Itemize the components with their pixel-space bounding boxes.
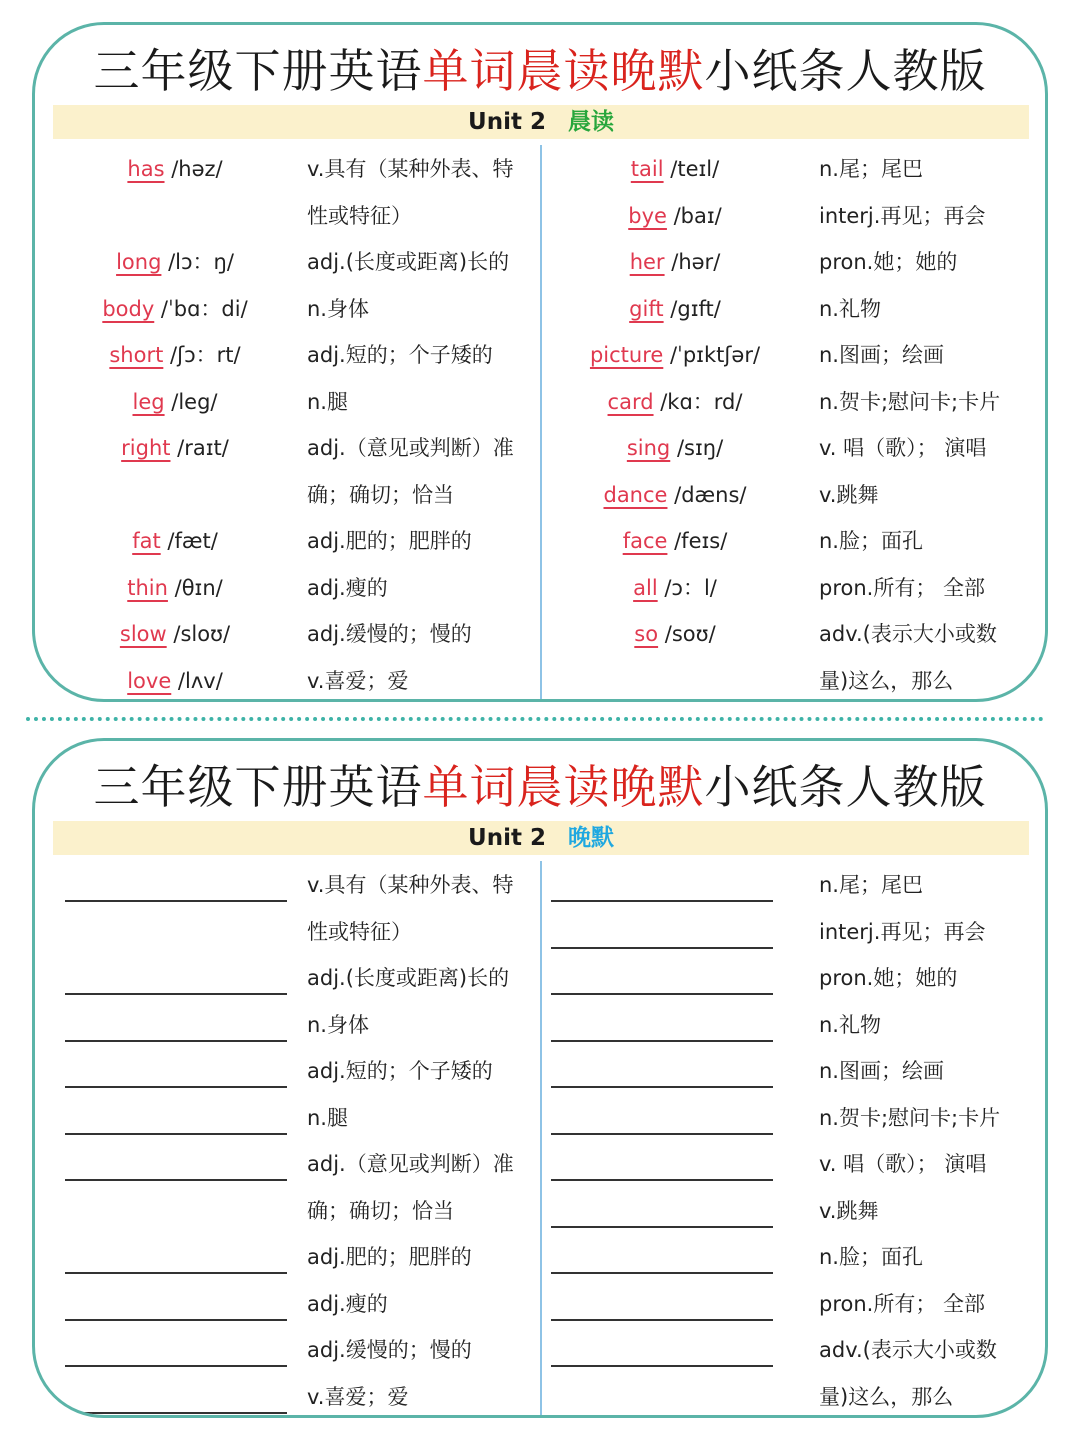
answer-blank[interactable] <box>65 993 287 995</box>
word-entry <box>475 286 875 333</box>
english-word: picture <box>589 343 664 367</box>
chinese-meaning: n.贺卡;慰问卡;卡片 <box>819 389 1001 414</box>
answer-blank[interactable] <box>551 1365 773 1367</box>
english-word: body <box>102 296 155 321</box>
phonetic: /sloʊ/ <box>166 622 231 646</box>
english-word: sing <box>626 436 671 460</box>
chinese-meaning: v. 唱（歌）； 演唱 <box>819 1152 987 1176</box>
page-title <box>35 41 1045 101</box>
phonetic: /soʊ/ <box>658 622 716 646</box>
unit-header <box>53 821 1029 855</box>
phonetic: /baɪ/ <box>666 203 722 228</box>
phonetic: /lʌv/ <box>171 668 223 693</box>
chinese-meaning: adj.(长度或距离)长的 <box>307 966 510 990</box>
chinese-meaning: n.图画；绘画 <box>819 1059 944 1083</box>
phonetic: /θɪn/ <box>167 575 223 600</box>
phonetic: /hər/ <box>664 250 721 274</box>
phonetic: /dæns/ <box>667 482 747 507</box>
chinese-meaning: n.图画；绘画 <box>819 343 944 367</box>
chinese-meaning: v.喜爱；爱 <box>307 1384 409 1409</box>
word-entry <box>475 425 875 472</box>
chinese-meaning: n.尾；尾巴 <box>819 873 923 897</box>
column-divider <box>540 861 542 1416</box>
chinese-meaning: n.尾；尾巴 <box>819 157 923 181</box>
answer-blank[interactable] <box>65 1365 287 1367</box>
answer-blank[interactable] <box>65 900 287 902</box>
chinese-meaning: adj.缓慢的；慢的 <box>307 1338 472 1362</box>
title-part1: 三年级下册英语 <box>93 44 423 98</box>
answer-blank[interactable] <box>551 900 773 902</box>
page-title <box>35 757 1045 817</box>
unit-label: Unit 2 <box>468 825 546 851</box>
answer-blank[interactable] <box>65 1040 287 1042</box>
evening-tag: 晚默 <box>567 825 614 851</box>
phonetic: /lɔ：ŋ/ <box>161 250 234 274</box>
english-word: leg <box>132 389 165 414</box>
word-entry <box>475 193 875 240</box>
english-word: all <box>633 575 658 600</box>
answer-blank[interactable] <box>551 1133 773 1135</box>
word-entry <box>475 146 875 193</box>
title-part3: 小纸条人教版 <box>704 44 987 98</box>
answer-blank[interactable] <box>551 1319 773 1321</box>
answer-blank[interactable] <box>551 1086 773 1088</box>
english-word: face <box>622 529 668 553</box>
phonetic: /fæt/ <box>160 529 218 553</box>
evening-dictation-card <box>32 738 1048 1418</box>
answer-blank[interactable] <box>551 1179 773 1181</box>
phonetic: /feɪs/ <box>667 529 728 553</box>
morning-reading-card <box>32 22 1048 702</box>
english-word: bye <box>628 203 667 228</box>
chinese-meaning: 性或特征） <box>307 919 412 944</box>
chinese-meaning: 量)这么，那么 <box>819 1384 954 1409</box>
word-entry <box>475 472 875 519</box>
english-word: short <box>109 343 164 367</box>
chinese-meaning: v.具有（某种外表、特 <box>307 157 514 181</box>
answer-blank[interactable] <box>65 1086 287 1088</box>
chinese-meaning: adj.(长度或距离)长的 <box>307 250 510 274</box>
chinese-meaning: adj.短的；个子矮的 <box>307 343 493 367</box>
chinese-meaning: v.喜爱；爱 <box>307 668 409 693</box>
chinese-meaning: n.身体 <box>307 296 369 321</box>
chinese-meaning: adj.肥的；肥胖的 <box>307 529 472 553</box>
chinese-meaning: adj.短的；个子矮的 <box>307 1059 493 1083</box>
chinese-meaning: 量)这么，那么 <box>819 668 954 693</box>
unit-header <box>53 105 1029 139</box>
answer-blank[interactable] <box>65 1412 287 1414</box>
chinese-meaning: v.具有（某种外表、特 <box>307 873 514 897</box>
phonetic: /ˈpɪktʃər/ <box>663 343 761 367</box>
word-entry <box>475 332 875 379</box>
unit-label: Unit 2 <box>468 109 546 135</box>
chinese-meaning: n.脸；面孔 <box>819 529 923 553</box>
chinese-meaning: pron.她；她的 <box>819 966 958 990</box>
answer-blank[interactable] <box>65 1133 287 1135</box>
word-entry <box>475 611 875 658</box>
english-word: her <box>629 250 665 274</box>
chinese-meaning: adj.（意见或判断）准 <box>307 436 514 460</box>
chinese-meaning: adj.肥的；肥胖的 <box>307 1245 472 1269</box>
chinese-meaning: interj.再见；再会 <box>819 919 986 944</box>
chinese-meaning: 性或特征） <box>307 203 412 228</box>
chinese-meaning: adj.缓慢的；慢的 <box>307 622 472 646</box>
chinese-meaning: 确；确切；恰当 <box>307 1198 454 1223</box>
answer-blank[interactable] <box>65 1272 287 1274</box>
word-entry <box>475 239 875 286</box>
english-word: right <box>121 436 171 460</box>
chinese-meaning: n.脸；面孔 <box>819 1245 923 1269</box>
title-part3: 小纸条人教版 <box>704 760 987 814</box>
phonetic: /kɑ：rd/ <box>653 389 743 414</box>
english-word: slow <box>119 622 167 646</box>
english-word: love <box>127 668 172 693</box>
phonetic: /sɪŋ/ <box>670 436 724 460</box>
chinese-meaning: n.腿 <box>307 1105 348 1130</box>
answer-blank[interactable] <box>65 1179 287 1181</box>
english-word: long <box>116 250 162 274</box>
word-entry <box>475 565 875 612</box>
answer-blank[interactable] <box>551 993 773 995</box>
english-word: so <box>634 622 659 646</box>
phonetic: /leg/ <box>164 389 218 414</box>
chinese-meaning: n.礼物 <box>819 296 881 321</box>
chinese-meaning: adj.瘦的 <box>307 575 388 600</box>
title-part2: 单词晨读晚默 <box>422 760 705 814</box>
answer-blank[interactable] <box>551 1040 773 1042</box>
english-word: card <box>607 389 654 414</box>
chinese-meaning: v. 唱（歌）； 演唱 <box>819 436 987 460</box>
chinese-meaning: adv.(表示大小或数 <box>819 1338 997 1362</box>
cut-line <box>26 717 1044 721</box>
chinese-meaning: adv.(表示大小或数 <box>819 622 997 646</box>
phonetic: /gɪft/ <box>663 296 721 321</box>
chinese-meaning: adj.（意见或判断）准 <box>307 1152 514 1176</box>
english-word: fat <box>132 529 161 553</box>
english-word: gift <box>629 296 664 321</box>
word-entry <box>475 518 875 565</box>
english-word: has <box>127 157 165 181</box>
title-part2: 单词晨读晚默 <box>422 44 705 98</box>
answer-blank[interactable] <box>551 1226 773 1228</box>
chinese-meaning: 确；确切；恰当 <box>307 482 454 507</box>
chinese-meaning: v.跳舞 <box>819 1198 879 1223</box>
chinese-meaning: n.贺卡;慰问卡;卡片 <box>819 1105 1001 1130</box>
chinese-meaning: pron.她；她的 <box>819 250 958 274</box>
word-entry <box>475 379 875 426</box>
title-part1: 三年级下册英语 <box>93 760 423 814</box>
chinese-meaning: adj.瘦的 <box>307 1291 388 1316</box>
morning-tag: 晨读 <box>567 109 614 135</box>
english-word: tail <box>630 157 664 181</box>
chinese-meaning: pron.所有； 全部 <box>819 1291 986 1316</box>
phonetic: /ʃɔ：rt/ <box>163 343 241 367</box>
phonetic: /həz/ <box>164 157 223 181</box>
chinese-meaning: n.礼物 <box>819 1012 881 1037</box>
answer-blank[interactable] <box>65 1319 287 1321</box>
chinese-meaning: v.跳舞 <box>819 482 879 507</box>
answer-blank[interactable] <box>551 947 773 949</box>
english-word: thin <box>127 575 168 600</box>
english-word: dance <box>603 482 668 507</box>
phonetic: /ˈbɑ：di/ <box>154 296 248 321</box>
chinese-meaning: n.身体 <box>307 1012 369 1037</box>
chinese-meaning: n.腿 <box>307 389 348 414</box>
phonetic: /raɪt/ <box>170 436 229 460</box>
chinese-meaning: interj.再见；再会 <box>819 203 986 228</box>
chinese-meaning: pron.所有； 全部 <box>819 575 986 600</box>
phonetic: /teɪl/ <box>663 157 720 181</box>
phonetic: /ɔ：l/ <box>657 575 717 600</box>
answer-blank[interactable] <box>551 1272 773 1274</box>
